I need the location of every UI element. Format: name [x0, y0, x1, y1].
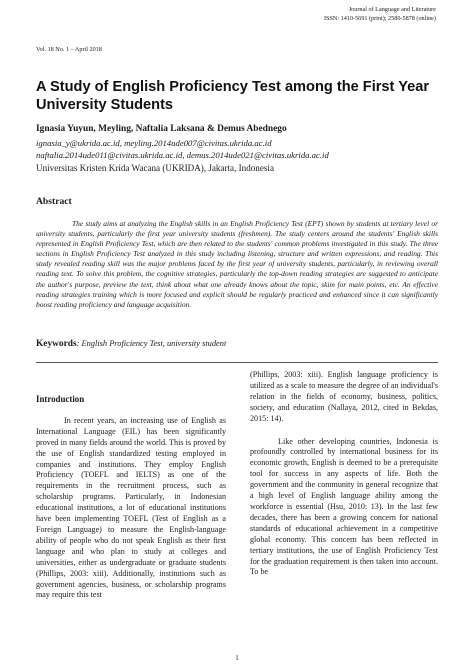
right-column [250, 370, 438, 578]
paper-title: A Study of English Proficiency Test among the First Year University Students [36, 79, 430, 113]
introduction-heading: Introduction [36, 394, 85, 404]
volume-info: Vol. 18 No. 1 – April 2018 [36, 46, 102, 53]
keywords [36, 339, 226, 349]
running-header [324, 6, 436, 23]
page-number: 1 [235, 654, 239, 662]
abstract-text: The study aims at analyzing the English skills in an English Proficiency Test (EPT) shown by students at tertiary level or university students, particularly the first year university students (freshmen). The study centers around the students' English skills represented in English Proficiency Test, which are then related to the students' common problems investigated in this study. The three sections in English Proficiency Test analyzed in this study including listening, structure and written expressions, and reading. This study revealed reading skill was the major problems faced by the first year of university students, particularly, in reviewing overall reading text. To solve this problem, the cognitive strategies, particularly the top-down reading strategies are suggested to anticipate the author's purpose, preview the text, think about what one already knows about the topic, skim for main points, etc. An effective reading strategies training which is more focused and explicit should be regularly practiced and enhanced since it can significantly boost reading proficiency and language acquisition. [36, 219, 438, 309]
keywords-text: : English Proficiency Test, university student [76, 339, 227, 348]
section-divider [36, 362, 438, 363]
left-column [36, 394, 226, 601]
affiliation: Universitas Kristen Krida Wacana (UKRIDA), Jakarta, Indonesia [36, 163, 274, 173]
keywords-label: Keywords [36, 339, 77, 349]
journal-name: Journal of Language and Literature [348, 6, 436, 13]
body-paragraph: Like other developing countries, Indonesia is profoundly controlled by international business for its economic growth, English is deemed to be a prerequisite tool for success in any aspects of life. Both the government and the community in general recognize that a high level of English language ability among the workforce is essential (Hsu, 2010: 13). In the last few decades, there has been a growing concern for national standards of educational achievement in a competitive global economy. This concern has been reflected in tertiary institutions, the use of English Proficiency Test for the graduation requirement is then taken into account. To be [250, 436, 438, 577]
body-paragraph: (Phillips, 2003: xiii). English language proficiency is utilized as a scale to measure the degree of an individual's relation in the fields of economy, business, politics, society, and education (Nallaya, 2012, cited in Bekdas, 2015: 14). [250, 370, 438, 423]
email-line[interactable]: ignasia_y@ukrida.ac.id, meyling.2014ude007@civitas.ukrida.ac.id [36, 138, 272, 148]
body-paragraph: In recent years, an increasing use of English as International Language (EIL) has been significantly proved in many fields around the world. This is proved by the use of English standardized testing employed in companies and institutions. They employ English Proficiency (TOEFL and IELTS) as one of the requirements in the recruitment process, such as scholarship programs. Particularly, in Indonesian educational institutions, a lot of educational institutions have been implementing TOEFL (Test of English as a Foreign Language) to measure the English-language ability of people who do not speak English as their first language and who plan to study at colleges and universities, either as undergraduate or graduate students (Phillips, 2003: xiii). Additionally, institutions such as government agencies, business, or scholarship programs may require this test [36, 415, 226, 600]
abstract-heading: Abstract [36, 196, 72, 207]
issn: ISSN: 1410-5691 (print); 2580-5878 (online) [323, 14, 436, 22]
author-list: Ignasia Yuyun, Meyling, Naftalia Laksana & Demus Abednego [36, 124, 287, 134]
email-line[interactable]: naftalia.2014ude011@civitas.ukrida.ac.id, demus.2014ude021@civitas.ukrida.ac.id [36, 150, 329, 161]
author-emails [36, 137, 329, 162]
